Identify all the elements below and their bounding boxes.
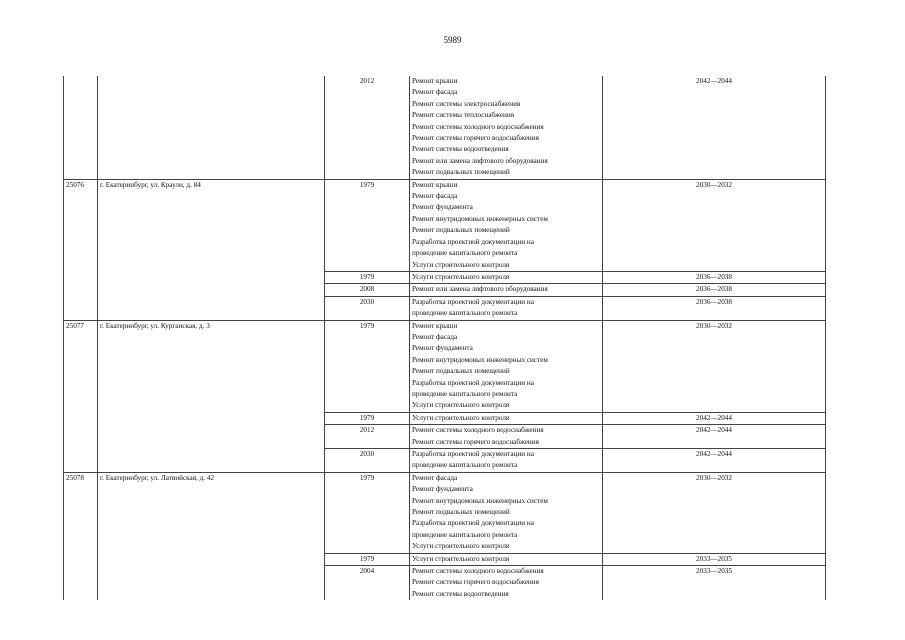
work-item: Ремонт внутридомовых инженерных систем: [412, 214, 548, 223]
work-item: проведение капитального ремонта: [412, 389, 518, 398]
works-cell: [410, 449, 603, 473]
period-cell: 2033—2035: [603, 566, 826, 601]
work-item: Ремонт системы горячего водоснабжения: [412, 437, 539, 446]
works-cell: [410, 553, 603, 565]
work-item: Ремонт или замена лифтового оборудования: [412, 285, 548, 294]
work-item: Ремонт крыши: [412, 180, 458, 189]
work-item: Ремонт фундамента: [412, 344, 473, 353]
period-cell: 2042—2044: [603, 449, 826, 473]
work-item: Услуги строительного контроля: [412, 413, 510, 422]
table-row: [64, 472, 826, 553]
work-item: Ремонт фундамента: [412, 485, 473, 494]
table-row: [64, 320, 826, 412]
work-item: Ремонт подвальных помещений: [412, 508, 510, 517]
work-item: Услуги строительного контроля: [412, 260, 510, 269]
address-cell: [98, 76, 325, 179]
works-cell: [410, 179, 603, 271]
year-cell: 2012: [325, 425, 410, 449]
works-cell: [410, 76, 603, 179]
period-cell: 2030—2032: [603, 179, 826, 271]
work-item: Ремонт системы холодного водоснабжения: [412, 122, 544, 131]
table-body: [64, 76, 826, 600]
house-id-cell: [64, 76, 98, 179]
work-item: Ремонт фасада: [412, 88, 458, 97]
work-item: проведение капитального ремонта: [412, 249, 518, 258]
year-cell: 2008: [325, 284, 410, 296]
year-cell: 1979: [325, 412, 410, 424]
work-item: Ремонт системы электроснабжения: [412, 99, 521, 108]
table-row: [64, 76, 826, 179]
work-item: Ремонт системы теплоснабжения: [412, 111, 515, 120]
work-item: Услуги строительного контроля: [412, 401, 510, 410]
work-item: Ремонт фундамента: [412, 203, 473, 212]
work-item: Ремонт системы водоотведения: [412, 145, 509, 154]
year-cell: 1979: [325, 271, 410, 283]
works-cell: [410, 425, 603, 449]
work-item: проведение капитального ремонта: [412, 530, 518, 539]
work-item: Ремонт системы горячего водоснабжения: [412, 578, 539, 587]
year-cell: 2030: [325, 296, 410, 320]
house-id-cell: 25078: [64, 472, 98, 600]
work-item: Ремонт подвальных помещений: [412, 367, 510, 376]
work-item: Ремонт системы холодного водоснабжения: [412, 426, 544, 435]
works-cell: [410, 472, 603, 553]
works-cell: [410, 566, 603, 601]
house-id-cell: 25076: [64, 179, 98, 320]
year-cell: 2012: [325, 76, 410, 179]
work-item: Ремонт подвальных помещений: [412, 226, 510, 235]
works-cell: [410, 412, 603, 424]
work-item: проведение капитального ремонта: [412, 461, 518, 470]
work-item: Разработка проектной документации на: [412, 297, 534, 306]
period-cell: 2030—2032: [603, 472, 826, 553]
work-item: Разработка проектной документации на: [412, 378, 534, 387]
period-cell: 2036—2038: [603, 284, 826, 296]
period-cell: 2042—2044: [603, 76, 826, 179]
work-item: проведение капитального ремонта: [412, 309, 518, 318]
period-cell: 2042—2044: [603, 425, 826, 449]
work-item: Ремонт подвальных помещений: [412, 168, 510, 177]
period-cell: 2033—2035: [603, 553, 826, 565]
work-item: Ремонт системы горячего водоснабжения: [412, 134, 539, 143]
address-cell: г. Екатеринбург, ул. Латвийская, д. 42: [98, 472, 325, 600]
period-cell: 2042—2044: [603, 412, 826, 424]
address-cell: г. Екатеринбург, ул. Курганская, д. 3: [98, 320, 325, 472]
work-item: Услуги строительного контроля: [412, 272, 510, 281]
table-row: [64, 179, 826, 271]
year-cell: 2004: [325, 566, 410, 601]
work-item: Разработка проектной документации на: [412, 519, 534, 528]
work-item: Ремонт фасада: [412, 192, 458, 201]
work-item: Ремонт крыши: [412, 321, 458, 330]
year-cell: 2030: [325, 449, 410, 473]
repair-schedule-table: [63, 76, 826, 600]
work-item: Разработка проектной документации на: [412, 450, 534, 458]
work-item: Ремонт фасада: [412, 332, 458, 341]
work-item: Ремонт внутридомовых инженерных систем: [412, 355, 548, 364]
work-item: Ремонт или замена лифтового оборудования: [412, 156, 548, 165]
work-item: Ремонт крыши: [412, 77, 458, 85]
work-item: Ремонт внутридомовых инженерных систем: [412, 496, 548, 505]
works-cell: [410, 320, 603, 412]
period-cell: 2036—2038: [603, 296, 826, 320]
year-cell: 1979: [325, 553, 410, 565]
works-cell: [410, 296, 603, 320]
year-cell: 1979: [325, 320, 410, 412]
work-item: Ремонт системы холодного водоснабжения: [412, 567, 544, 576]
year-cell: 1979: [325, 472, 410, 553]
address-cell: г. Екатеринбург, ул. Краули, д. 84: [98, 179, 325, 320]
period-cell: 2036—2038: [603, 271, 826, 283]
work-item: Ремонт фасада: [412, 473, 458, 482]
period-cell: 2030—2032: [603, 320, 826, 412]
work-item: Ремонт системы водоотведения: [412, 589, 509, 598]
works-cell: [410, 271, 603, 283]
page-number: 5989: [443, 35, 462, 45]
work-item: Услуги строительного контроля: [412, 554, 510, 563]
house-id-cell: 25077: [64, 320, 98, 472]
work-item: Разработка проектной документации на: [412, 237, 534, 246]
works-cell: [410, 284, 603, 296]
year-cell: 1979: [325, 179, 410, 271]
work-item: Услуги строительного контроля: [412, 542, 510, 551]
